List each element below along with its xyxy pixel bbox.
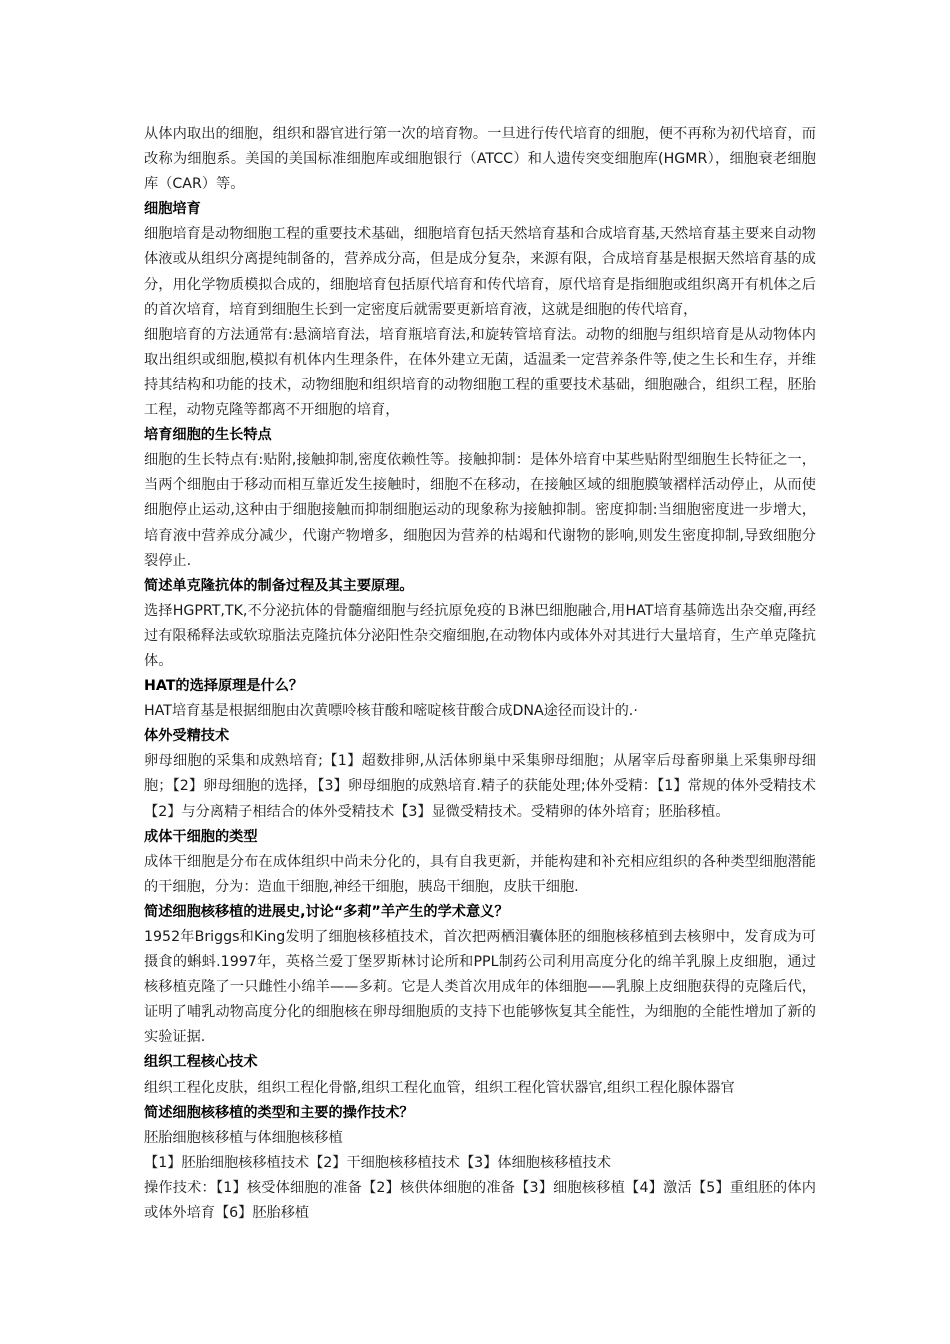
paragraph: 细胞的生长特点有:贴附,接触抑制,密度依赖性等。接触抑制：是体外培育中某些贴附型细胞生长特征之一，当两个细胞由于移动而相互靠近发生接触时，细胞不在移动，在接触区域的细胞膜皱褶样活动停止，从而使细胞停止运动,这种由于细胞接触而抑制细胞运动的现象称为接触抑制。密度抑制:当细胞密度进一步增大，培育液中营养成分减少，代谢产物增多，细胞因为营养的枯竭和代谢物的影响,则发生密度抑制,导致细胞分裂停止. [144,452,816,569]
paragraph: 选择HGPRT,TK,不分泌抗体的骨髓瘤细胞与经抗原免疫的Ｂ淋巴细胞融合,用HAT培育基筛选出杂交瘤,再经过有限稀释法或软琼脂法克隆抗体分泌阳性杂交瘤细胞,在动物体内或体外对其进行大量培育，生产单克隆抗体。 [144,602,816,669]
section-heading: 简述单克隆抗体的制备过程及其主要原理。 [144,577,414,594]
section-heading: 组织工程核心技术 [144,1054,258,1071]
section-monoclonal-antibody [144,574,816,674]
section-heading: 成体干细胞的类型 [144,828,258,845]
paragraph: 细胞培育是动物细胞工程的重要技术基础，细胞培育包括天然培育基和合成培育基,天然培育基主要来自动物体液或从组织分离提纯制备的，营养成分高，但是成分复杂，来源有限，合成培育基是根据天然培育基的成分，用化学物质模拟合成的，细胞培育包括原代培育和传代培育，原代培育是指细胞或组织离开有机体之后的首次培育，培育到细胞生长到一定密度后就需要更新培育液，这就是细胞的传代培育， [144,226,816,318]
paragraph: HAT培育基是根据细胞由次黄嘌呤核苷酸和嘧啶核苷酸合成DNA途径而设计的.· [144,703,638,720]
section-nuclear-transfer-history [144,900,816,1051]
paragraph: 操作技术：【1】核受体细胞的准备【2】核供体细胞的准备【3】细胞核移植【4】激活【5】重组胚的体内或体外培育【6】胚胎移植 [144,1179,816,1222]
section-in-vitro-fertilization [144,724,816,824]
section-growth-characteristics [144,423,816,574]
section-hat-selection [144,674,816,724]
paragraph: 【1】胚胎细胞核移植技术【2】干细胞核移植技术【3】体细胞核移植技术 [144,1154,611,1171]
section-heading: HAT的选择原理是什么？ [144,678,304,695]
section-heading: 简述细胞核移植的类型和主要的操作技术？ [144,1104,414,1121]
paragraph: 从体内取出的细胞，组织和器官进行第一次的培育物。一旦进行传代培育的细胞，便不再称为初代培育，而改称为细胞系。美国的美国标准细胞库或细胞银行（ATCC）和人遗传突变细胞库(HGMR），细胞衰老细胞库（CAR）等。 [144,126,816,193]
section-cell-line-intro [144,122,816,197]
paragraph: 组织工程化皮肤，组织工程化骨骼,组织工程化血管，组织工程化管状器官,组织工程化腺体器官 [144,1079,735,1096]
section-heading: 细胞培育 [144,201,201,218]
paragraph: 成体干细胞是分布在成体组织中尚未分化的，具有自我更新，并能构建和补充相应组织的各种类型细胞潜能的干细胞，分为：造血干细胞,神经干细胞，胰岛干细胞，皮肤干细胞. [144,853,816,895]
section-nuclear-transfer-types [144,1101,816,1226]
paragraph: 细胞培育的方法通常有:悬滴培育法，培育瓶培育法,和旋转管培育法。动物的细胞与组织培育是从动物体内取出组织或细胞,模拟有机体内生理条件，在体外建立无菌，适温柔一定营养条件等,使之生长和生存，并维持其结构和功能的技术，动物细胞和组织培育的动物细胞工程的重要技术基础，细胞融合，组织工程，胚胎工程，动物克隆等都离不开细胞的培育， [144,326,816,419]
paragraph: 1952年Briggs和King发明了细胞核移植技术，首次把两栖泪囊体胚的细胞核移植到去核卵中，发育成为可摄食的蝌蚪.1997年，英格兰爱丁堡罗斯林讨论所和PPL制药公司利用高度分化的绵羊乳腺上皮细胞，通过核移植克隆了一只雌性小绵羊——多莉。它是人类首次用成年的体细胞——乳腺上皮细胞获得的克隆后代，证明了哺乳动物高度分化的细胞核在卵母细胞质的支持下也能够恢复其全能性，为细胞的全能性增加了新的实验证据. [144,929,816,1046]
section-heading: 体外受精技术 [144,728,230,745]
section-heading: 简述细胞核移植的进展史,讨论“多莉”羊产生的学术意义？ [144,903,509,920]
section-heading: 培育细胞的生长特点 [144,427,272,444]
paragraph: 胚胎细胞核移植与体细胞核移植 [144,1129,343,1146]
section-adult-stem-cells [144,825,816,900]
paragraph: 卵母细胞的采集和成熟培育;【1】超数排卵,从活体卵巢中采集卵母细胞；从屠宰后母畜卵巢上采集卵母细胞；【2】卵母细胞的选择，【3】卵母细胞的成熟培育.精子的获能处理;体外受精：【1】常规的体外受精技术【2】与分离精子相结合的体外受精技术【3】显微受精技术。受精卵的体外培育；胚胎移植。 [144,753,816,820]
section-tissue-engineering [144,1050,816,1100]
section-cell-culture [144,197,816,423]
document-page [144,122,816,1226]
